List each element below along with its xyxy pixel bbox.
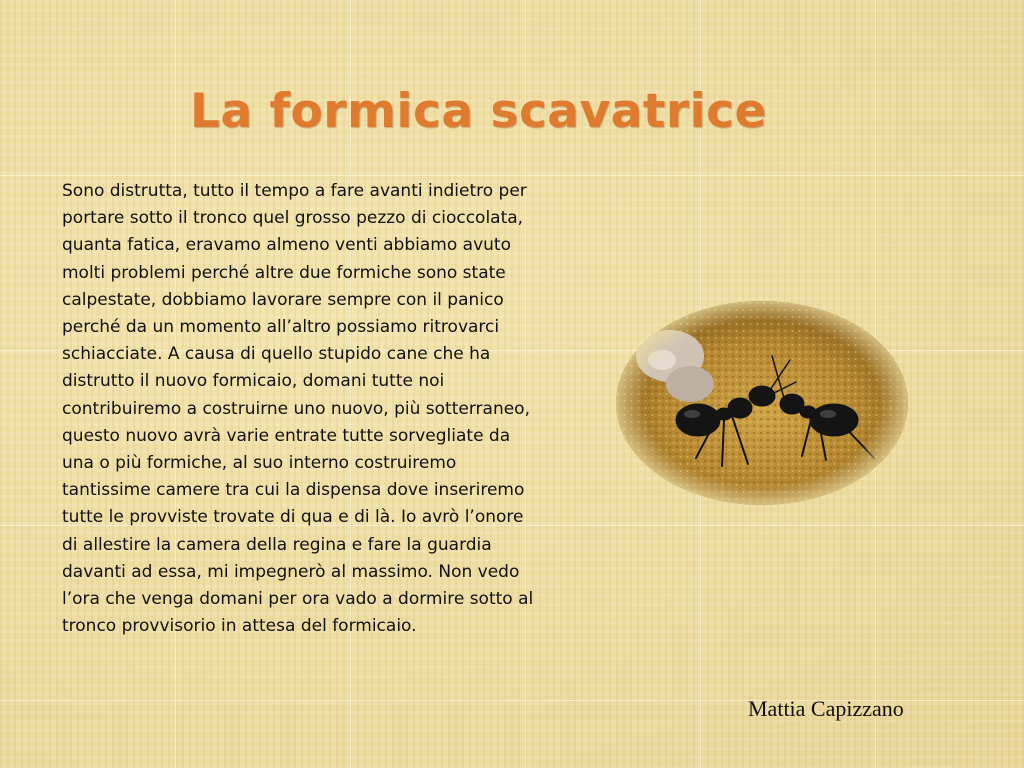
- slide-body-text: Sono distrutta, tutto il tempo a fare avanti indietro per portare sotto il tronco quel grosso pezzo di cioccolata, quanta fatica, eravamo almeno venti abbiamo avuto molti problemi perché altre due formiche sono state calpestate, dobbiamo lavorare sempre con il panico perché da un momento all’altro possiamo ritrovarci schiacciate. A causa di quello stupido cane che ha distrutto il nuovo formicaio, domani tutte noi contribuiremo a costruirne uno nuovo, più sotterraneo, questo nuovo avrà varie entrate tutte sorvegliate da una o più formiche, al suo interno costruiremo tantissime camere tra cui la dispensa dove inseriremo tutte le provviste trovate di qua e di là. Io avrò l’onore di allestire la camera della regina e fare la guardia davanti ad essa, mi impegnerò al massimo. Non vedo l’ora che venga domani per ora vado a dormire sotto al tronco provvisorio in attesa del formicaio.: [62, 181, 534, 637]
- author-name: Mattia Capizzano: [748, 696, 904, 721]
- slide-title: La formica scavatrice: [190, 84, 767, 139]
- ant-photo: [612, 298, 912, 508]
- grid-line-h1: [0, 175, 1024, 176]
